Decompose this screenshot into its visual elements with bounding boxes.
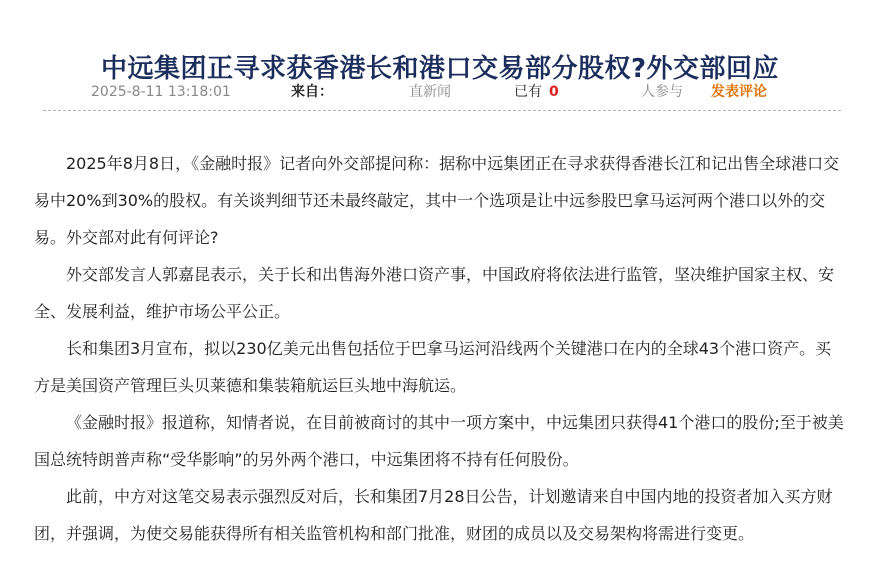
post-comment-link[interactable]: 发表评论 — [711, 84, 767, 100]
publish-date: 2025-8-11 13:18:01 — [91, 84, 231, 100]
paragraph: 《金融时报》报道称，知情者说，在目前被商讨的其中一项方案中，中远集团只获得41个港口的股份;至于被美国总统特朗普声称“受华影响”的另外两个港口，中远集团将不持有任何股份。 — [34, 413, 844, 469]
article-body — [34, 145, 846, 552]
participant-prefix: 已有 — [514, 84, 542, 100]
article-title: 中远集团正寻求获香港长和港口交易部分股权?外交部回应 — [100, 54, 780, 85]
source-name: 直新闻 — [409, 84, 451, 100]
paragraph: 2025年8月8日，《金融时报》记者向外交部提问称：据称中远集团正在寻求获得香港长江和记出售全球港口交易中20%到30%的股权。有关谈判细节还未最终敲定，其中一个选项是让中远参股巴拿马运河两个港口以外的交易。外交部对此有何评论? — [34, 154, 840, 247]
source-label: 来自： — [291, 84, 333, 100]
article-meta — [0, 82, 880, 102]
paragraph: 此前，中方对这笔交易表示强烈反对后，长和集团7月28日公告，计划邀请来自中国内地的投资者加入买方财团，并强调，为使交易能获得所有相关监管机构和部门批准，财团的成员以及交易架构将需进行变更。 — [34, 487, 833, 543]
participant-count: 0 — [549, 84, 559, 100]
meta-divider — [43, 110, 841, 111]
paragraph: 长和集团3月宣布，拟以230亿美元出售包括位于巴拿马运河沿线两个关键港口在内的全球43个港口资产。买方是美国资产管理巨头贝莱德和集装箱航运巨头地中海航运。 — [34, 339, 832, 395]
paragraph: 外交部发言人郭嘉昆表示，关于长和出售海外港口资产事，中国政府将依法进行监管，坚决维护国家主权、安全、发展利益，维护市场公平公正。 — [34, 265, 835, 321]
participant-suffix: 人参与 — [641, 84, 683, 100]
